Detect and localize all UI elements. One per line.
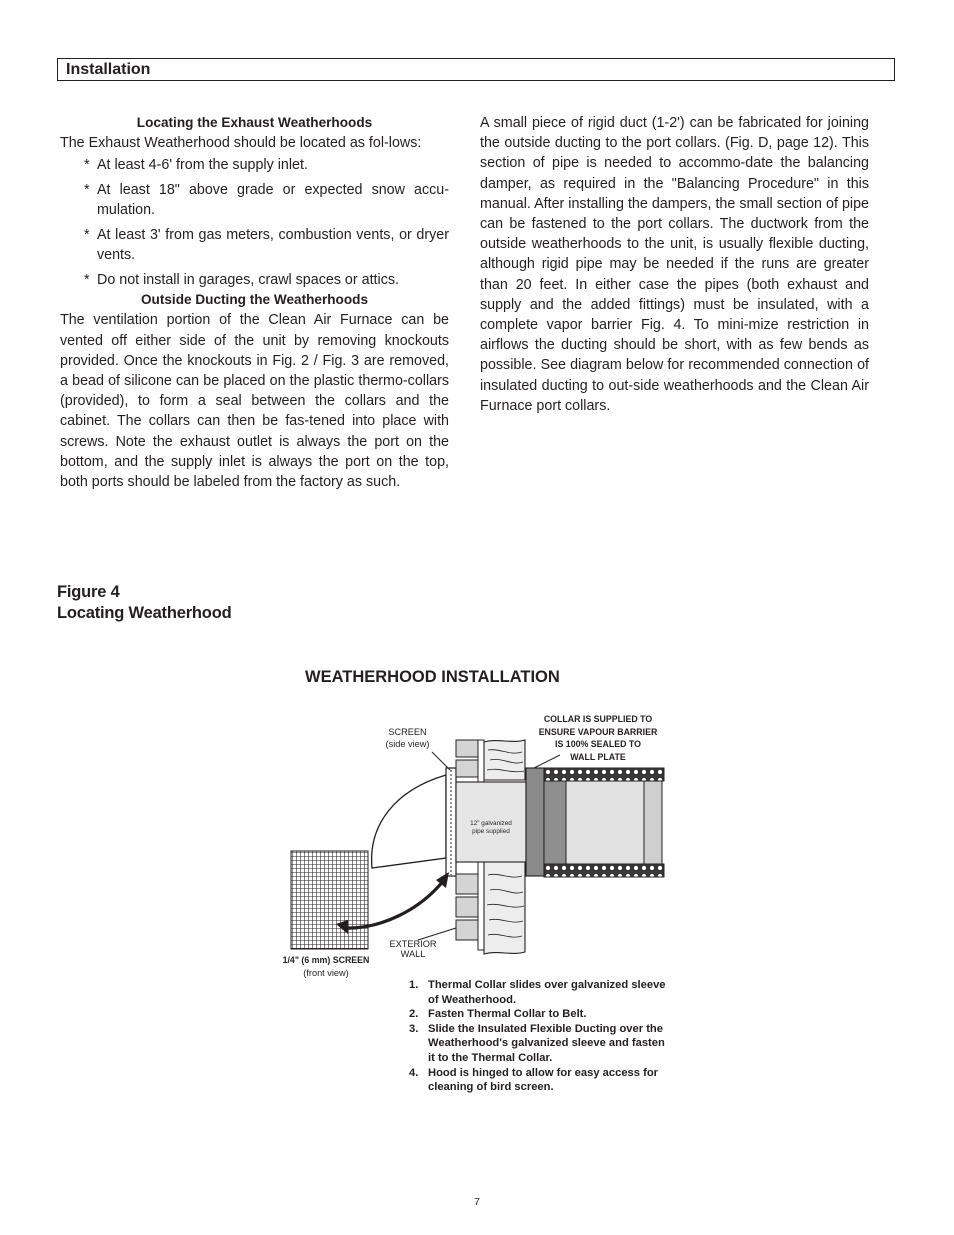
list-item: 3. Slide the Insulated Flexible Ducting over the Weatherhood's galvanized sleeve and fasten it to the Thermal Collar. <box>409 1022 665 1064</box>
figure-title: Locating Weatherhood <box>57 604 232 622</box>
thermal-collar <box>526 768 544 876</box>
flexible-duct <box>566 781 644 864</box>
section-header: Installation <box>57 58 895 81</box>
heading-outside-ducting: Outside Ducting the Weatherhoods <box>140 292 369 308</box>
label-collar-note: COLLAR IS SUPPLIED TO ENSURE VAPOUR BARRIER IS 100% SEALED TO WALL PLATE <box>538 714 658 762</box>
list-item: * At least 3' from gas meters, combustion vents, or dryer vents. <box>60 225 449 270</box>
duct-inner-sleeve <box>544 781 566 864</box>
duct-insulation-top <box>544 768 664 781</box>
front-screen-mesh <box>291 851 368 949</box>
hood-shell <box>372 775 446 868</box>
duct-end <box>644 781 662 864</box>
list-item: * At least 4-6' from the supply inlet. <box>60 155 449 180</box>
label-pipe: 12" galvanized pipe supplied <box>470 820 512 835</box>
list-item: * At least 18" above grade or expected snow accu-mulation. <box>60 180 449 225</box>
label-screen-side: SCREEN (side view) <box>385 727 430 749</box>
heading-locating-exhaust: Locating the Exhaust Weatherhoods <box>136 115 373 130</box>
label-exterior-wall: EXTERIOR WALL <box>389 939 437 959</box>
list-item: 4. Hood is hinged to allow for easy access for cleaning of bird screen. <box>409 1066 659 1094</box>
duct-insulation-bottom <box>544 864 664 877</box>
intro-paragraph: The Exhaust Weatherhood should be located as fol-lows: <box>60 135 422 151</box>
figure-label: Figure 4 <box>57 583 120 601</box>
list-item: * Do not install in garages, crawl spaces or attics. <box>60 270 449 295</box>
diagram-title: WEATHERHOOD INSTALLATION <box>305 668 560 686</box>
installation-steps <box>409 978 674 1095</box>
page-number: 7 <box>474 1196 480 1208</box>
ducting-paragraph: The ventilation portion of the Clean Air Furnace can be vented off either side of the unit by removing knockouts provided. Once the knockouts in Fig. 2 / Fig. 3 are removed, a bead of silicone can be placed on the plastic thermo-collars (provided), to form a seal between the collars and the cabinet. The collars can then be fas-tened into place with screws. Note the exhaust outlet is always the port on the bottom, and the supply inlet is always the port on the top, both ports should be labeled from the factory as such. <box>60 312 449 491</box>
screen-leader-line <box>432 752 450 770</box>
list-item: 1. Thermal Collar slides over galvanized sleeve of Weatherhood. <box>409 979 666 1006</box>
list-item: 2. Fasten Thermal Collar to Belt. <box>409 1008 587 1021</box>
label-screen-front: 1/4" (6 mm) SCREEN (front view) <box>282 955 370 978</box>
rigid-duct-paragraph: A small piece of rigid duct (1-2') can be fabricated for joining the outside ducting to the port collars. (Fig. D, page 12). This section of pipe is needed to accommo-date the balancing damper, as required in the "Balancing Procedure" in this manual. After installing the dampers, the small section of pipe can be fastened to the port collars. The ductwork from the outside weatherhoods to the unit, is usually flexible ducting, although rigid pipe may be needed if the runs are greater than 20 feet. In either case the pipes (both exhaust and supply and the added fittings) must be insulated, with a complete vapor barrier Fig. 4. To mini-mize restriction in airflows the ducting should be short, with as few bends as possible. See diagram below for recommended connection of insulated ducting to out-side weatherhoods and the Clean Air Furnace port collars. <box>480 115 869 414</box>
